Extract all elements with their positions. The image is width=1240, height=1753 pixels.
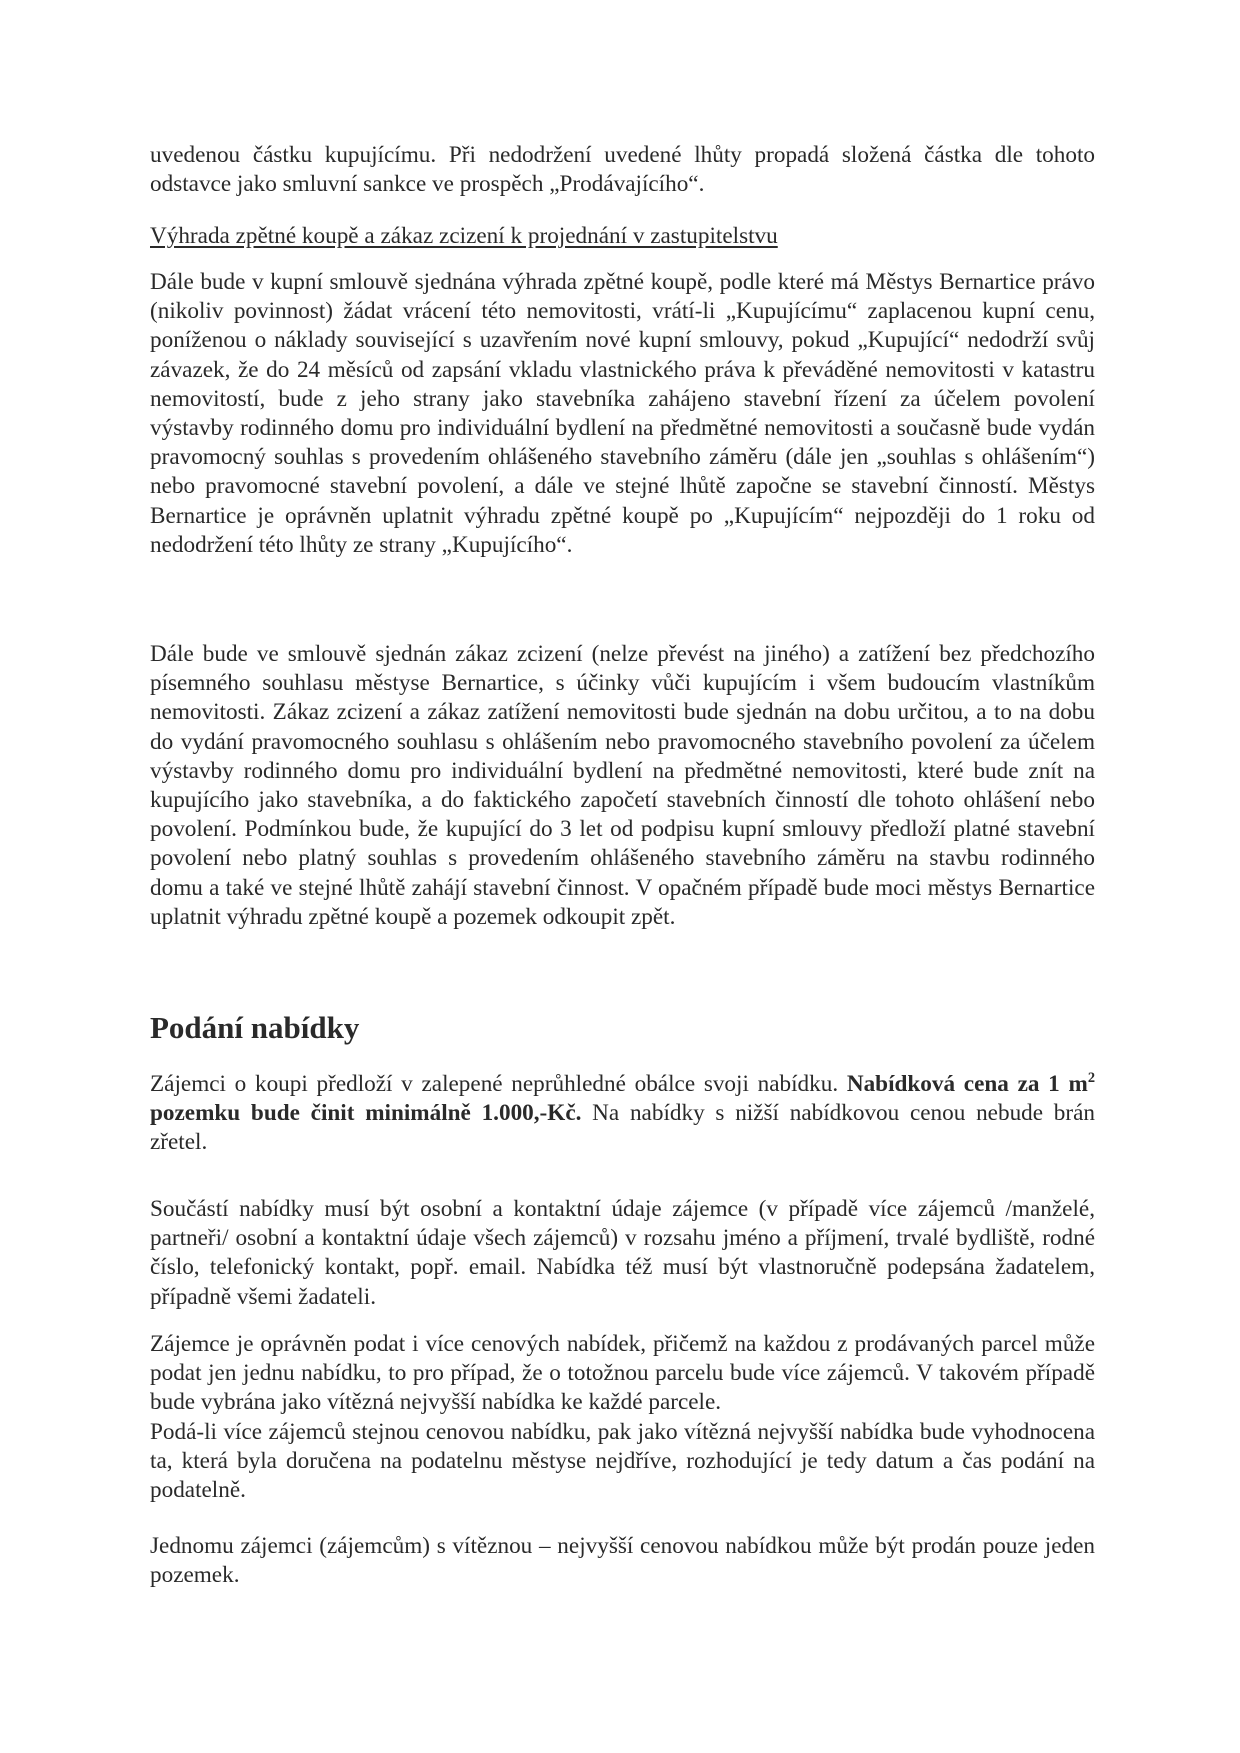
minimum-price-bold-b: pozemku bude činit minimálně 1.000,-Kč. (150, 1100, 582, 1127)
offer-heading: Podání nabídky (150, 1010, 360, 1045)
minimum-price-bold-a: Nabídková cena za 1 m (846, 1071, 1088, 1097)
offer-paragraph-single-plot (150, 1532, 1095, 1590)
offer-paragraph-contacts (150, 1195, 1095, 1312)
offer-intro-text: Zájemci o koupi předloží v zalepené neprůhledné obálce svoji nabídku. (150, 1071, 847, 1097)
single-plot-text: Jednomu zájemci (zájemcům) s vítěznou – nejvyšší cenovou nabídkou může být prodán pouze jeden pozemek. (150, 1533, 1095, 1589)
continued-paragraph (150, 141, 1095, 199)
offer-contact-requirements-text: Součástí nabídky musí být osobní a kontaktní údaje zájemce (v případě více zájemců /manželé, partneři/ osobní a kontaktní údaje všech zájemců) v rozsahu jméno a příjmení, trvalé bydliště, rodné číslo, telefonický kontakt, popř. email. Nabídka též musí být vlastnoručně podepsána žadatelem, případně všemi žadateli. (150, 1196, 1095, 1310)
offer-price-text (150, 1070, 1095, 1158)
offer-paragraph-price (150, 1070, 1095, 1158)
alienation-ban-text: Dále bude ve smlouvě sjednán zákaz zcizení (nelze převést na jiného) a zatížení bez předchozího písemného souhlasu městyse Bernartice, s účinky vůči kupujícím i všem budoucím vlastníkům nemovitosti. Zákaz zcizení a zákaz zatížení nemovitosti bude sjednán na dobu určitou, a to na dobu do vydání pravomocného souhlasu s ohlášením nebo pravomocného stavebního povolení za účelem výstavby rodinného domu pro individuální bydlení na předmětné nemovitosti, které bude znít na kupujícího jako stavebníka, a do faktického započetí stavebních činností dle tohoto ohlášení nebo povolení. Podmínkou bude, že kupující do 3 let od podpisu kupní smlouvy předloží platné stavební povolení nebo platný souhlas s provedením ohlášeného stavebního záměru na stavbu rodinného domu a také ve stejné lhůtě zahájí stavební činnost. V opačném případě bude moci městys Bernartice uplatnit výhradu zpětné koupě a pozemek odkoupit zpět. (150, 641, 1095, 930)
equal-offers-text: Podá-li více zájemců stejnou cenovou nabídku, pak jako vítězná nejvyšší nabídka bude vyhodnocena ta, která byla doručena na podatelnu městyse nejdříve, rozhodující je tedy datum a čas podání na podatelně. (150, 1418, 1095, 1504)
multiple-offers-text: Zájemce je oprávněn podat i více cenových nabídek, přičemž na každou z prodávaných parcel může podat jen jednu nabídku, to pro případ, že o totožnou parcelu bude více zájemců. V takovém případě bude vybrána jako vítězná nejvyšší nabídka ke každé parcele. (150, 1331, 1095, 1416)
reservation-section-title (150, 222, 1095, 251)
section-title-underlined: Výhrada zpětné koupě a zákaz zcizení k projednání v zastupitelstvu (150, 223, 778, 249)
buyback-paragraph (150, 268, 1095, 560)
paragraph-continuation: uvedenou částku kupujícímu. Při nedodržení uvedené lhůty propadá složená částka dle tohoto odstavce jako smluvní sankce ve prospěch „Prodávajícího“. (150, 142, 1095, 198)
offer-lower-price-note: Na nabídky s nižší nabídkovou cenou nebude brán zřetel. (150, 1100, 1095, 1156)
buyback-clause-text: Dále bude v kupní smlouvě sjednána výhrada zpětné koupě, podle které má Městys Bernartice právo (nikoliv povinnost) žádat vrácení této nemovitosti, vrátí-li „Kupujícímu“ zaplacenou kupní cenu, poníženou o náklady související s uzavřením nové kupní smlouvy, pokud „Kupující“ nedodrží svůj závazek, že do 24 měsíců od zapsání vkladu vlastnického práva k převáděné nemovitosti v katastru nemovitostí, bude z jeho strany jako stavebníka zahájeno stavební řízení za účelem povolení výstavby rodinného domu pro individuální bydlení na předmětné nemovitosti a současně bude vydán pravomocný souhlas s provedením ohlášeného stavebního záměru (dále jen „souhlas s ohlášením“) nebo pravomocné stavební povolení, a dále ve stejné lhůtě započne se stavební činností. Městys Bernartice je oprávněn uplatnit výhradu zpětné koupě po „Kupujícím“ nejpozději do 1 roku od nedodržení této lhůty ze strany „Kupujícího“. (150, 269, 1095, 558)
alienation-paragraph (150, 640, 1095, 932)
square-meter-superscript: 2 (1087, 1070, 1095, 1087)
offer-paragraph-multiple (150, 1330, 1095, 1505)
